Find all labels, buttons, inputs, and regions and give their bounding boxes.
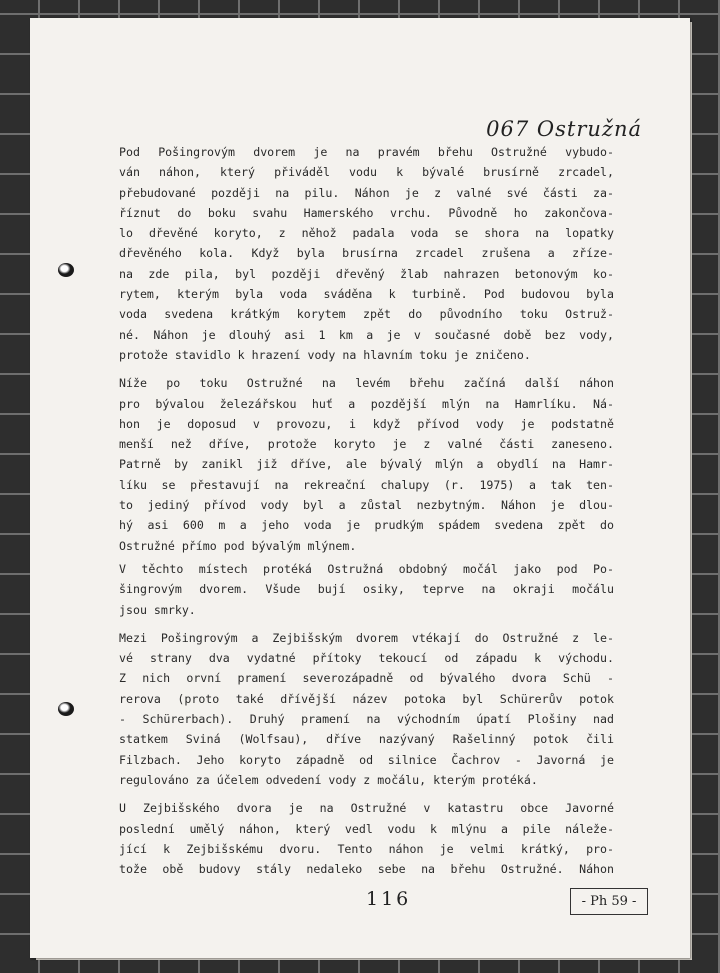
text-line: Pod Pošingrovým dvorem je na pravém břehu Ostružné vybudo- [119,145,614,159]
text-line: hý asi 600 m a jeho voda je prudkým spádem svedena zpět do [119,518,614,533]
paragraph-5 [119,798,614,879]
text-line: Z nich orvní pramení severozápadně od bývalého dvora Schü - [119,671,614,686]
text-line: vé strany dva vydatné přítoky tekoucí od západu k východu. [119,651,614,666]
reference-box: - Ph 59 - [570,888,648,915]
text-line: pro bývalou železářskou huť a pozdější mlýn na Hamrlíku. Ná- [119,396,614,411]
text-line: poslední umělý náhon, který vedl vodu k mlýnu a pile náleže- [119,821,614,836]
paragraph-3 [119,559,614,620]
text-line: ván náhon, který přiváděl vodu k bývalé brusírně zrcadel, [119,165,614,180]
text-line: jící k Zejbišskému dvoru. Tento náhon je velmi krátký, pro- [119,841,614,856]
paragraph-2 [119,373,614,556]
page-number: 116 [366,888,412,910]
text-line: protože stavidlo k hrazení vody na hlavním toku je zničeno. [119,347,531,362]
text-line: dřevěného kola. Když byla brusírna zrcadel zrušena a zříze- [119,246,614,261]
text-line: statkem Sviná (Wolfsau), dříve nazývaný Rašelinný potok čili [119,732,614,747]
text-line: Mezi Pošingrovým a Zejbišským dvorem vtékají do Ostružné z le- [119,630,614,645]
punch-hole-lower [58,702,74,716]
text-line: lo dřevěné koryto, z něhož padala voda se shora na lopatky [119,226,614,241]
text-line: rytem, kterým byla voda sváděna k turbině. Pod budovou byla [119,287,614,302]
text-line: tože obě budovy stály nedaleko sebe na břehu Ostružné. Náhon [119,862,614,877]
body-text [119,142,614,879]
text-line: přebudované později na pilu. Náhon je z valné své části za- [119,185,614,200]
paragraph-1 [119,142,614,365]
text-line: říznut do boku svahu Hamerského vrchu. Původně ho zakončova- [119,205,614,220]
punch-hole-upper [58,263,74,277]
text-line: U Zejbišského dvora je na Ostružné v katastru obce Javorné [119,801,614,816]
text-line: menší než dříve, protože koryto je z valné části zaneseno. [119,437,614,452]
text-line: - Schürerbach). Druhý pramení na východním úpatí Plošiny nad [119,712,614,727]
text-line: Patrně by zanikl již dříve, ale bývalý mlýn a obydlí na Hamr- [119,457,614,472]
text-line: hon je doposud v provozu, i když přívod vody je podstatně [119,416,614,431]
text-line: Ostružné přímo pod bývalým mlýnem. [119,538,357,553]
text-line: Filzbach. Jeho koryto západně od silnice Čachrov - Javorná je [119,752,614,767]
text-line: V těchto místech protéká Ostružná obdobný močál jako pod Po- [119,561,614,576]
text-line: né. Náhon je dlouhý asi 1 km a je v současné době bez vody, [119,327,614,342]
text-line: rerova (proto také dřívější název potoka byl Schürerův potok [119,691,614,706]
text-line: regulováno za účelem odvedení vody z močálu, kterým protéká. [119,772,538,787]
text-line: voda svedena krátkým korytem zpět do původního toku Ostruž- [119,307,614,322]
text-line: na zde pila, byl později dřevěný žlab nahrazen betonovým ko- [119,266,614,281]
text-line: líku se přestavují na rekreační chalupy (r. 1975) a tak ten- [119,477,614,492]
text-line: to jediný přívod vody byl a zůstal nezbytným. Náhon je dlou- [119,498,614,513]
page-heading: 067 Ostružná [486,117,642,141]
text-line: jsou smrky. [119,602,196,617]
paragraph-4 [119,628,614,790]
text-line: šingrovým dvorem. Všude bují osiky, teprve na okraji močálu [119,582,614,597]
text-line: Níže po toku Ostružné na levém břehu začíná další náhon [119,376,614,391]
